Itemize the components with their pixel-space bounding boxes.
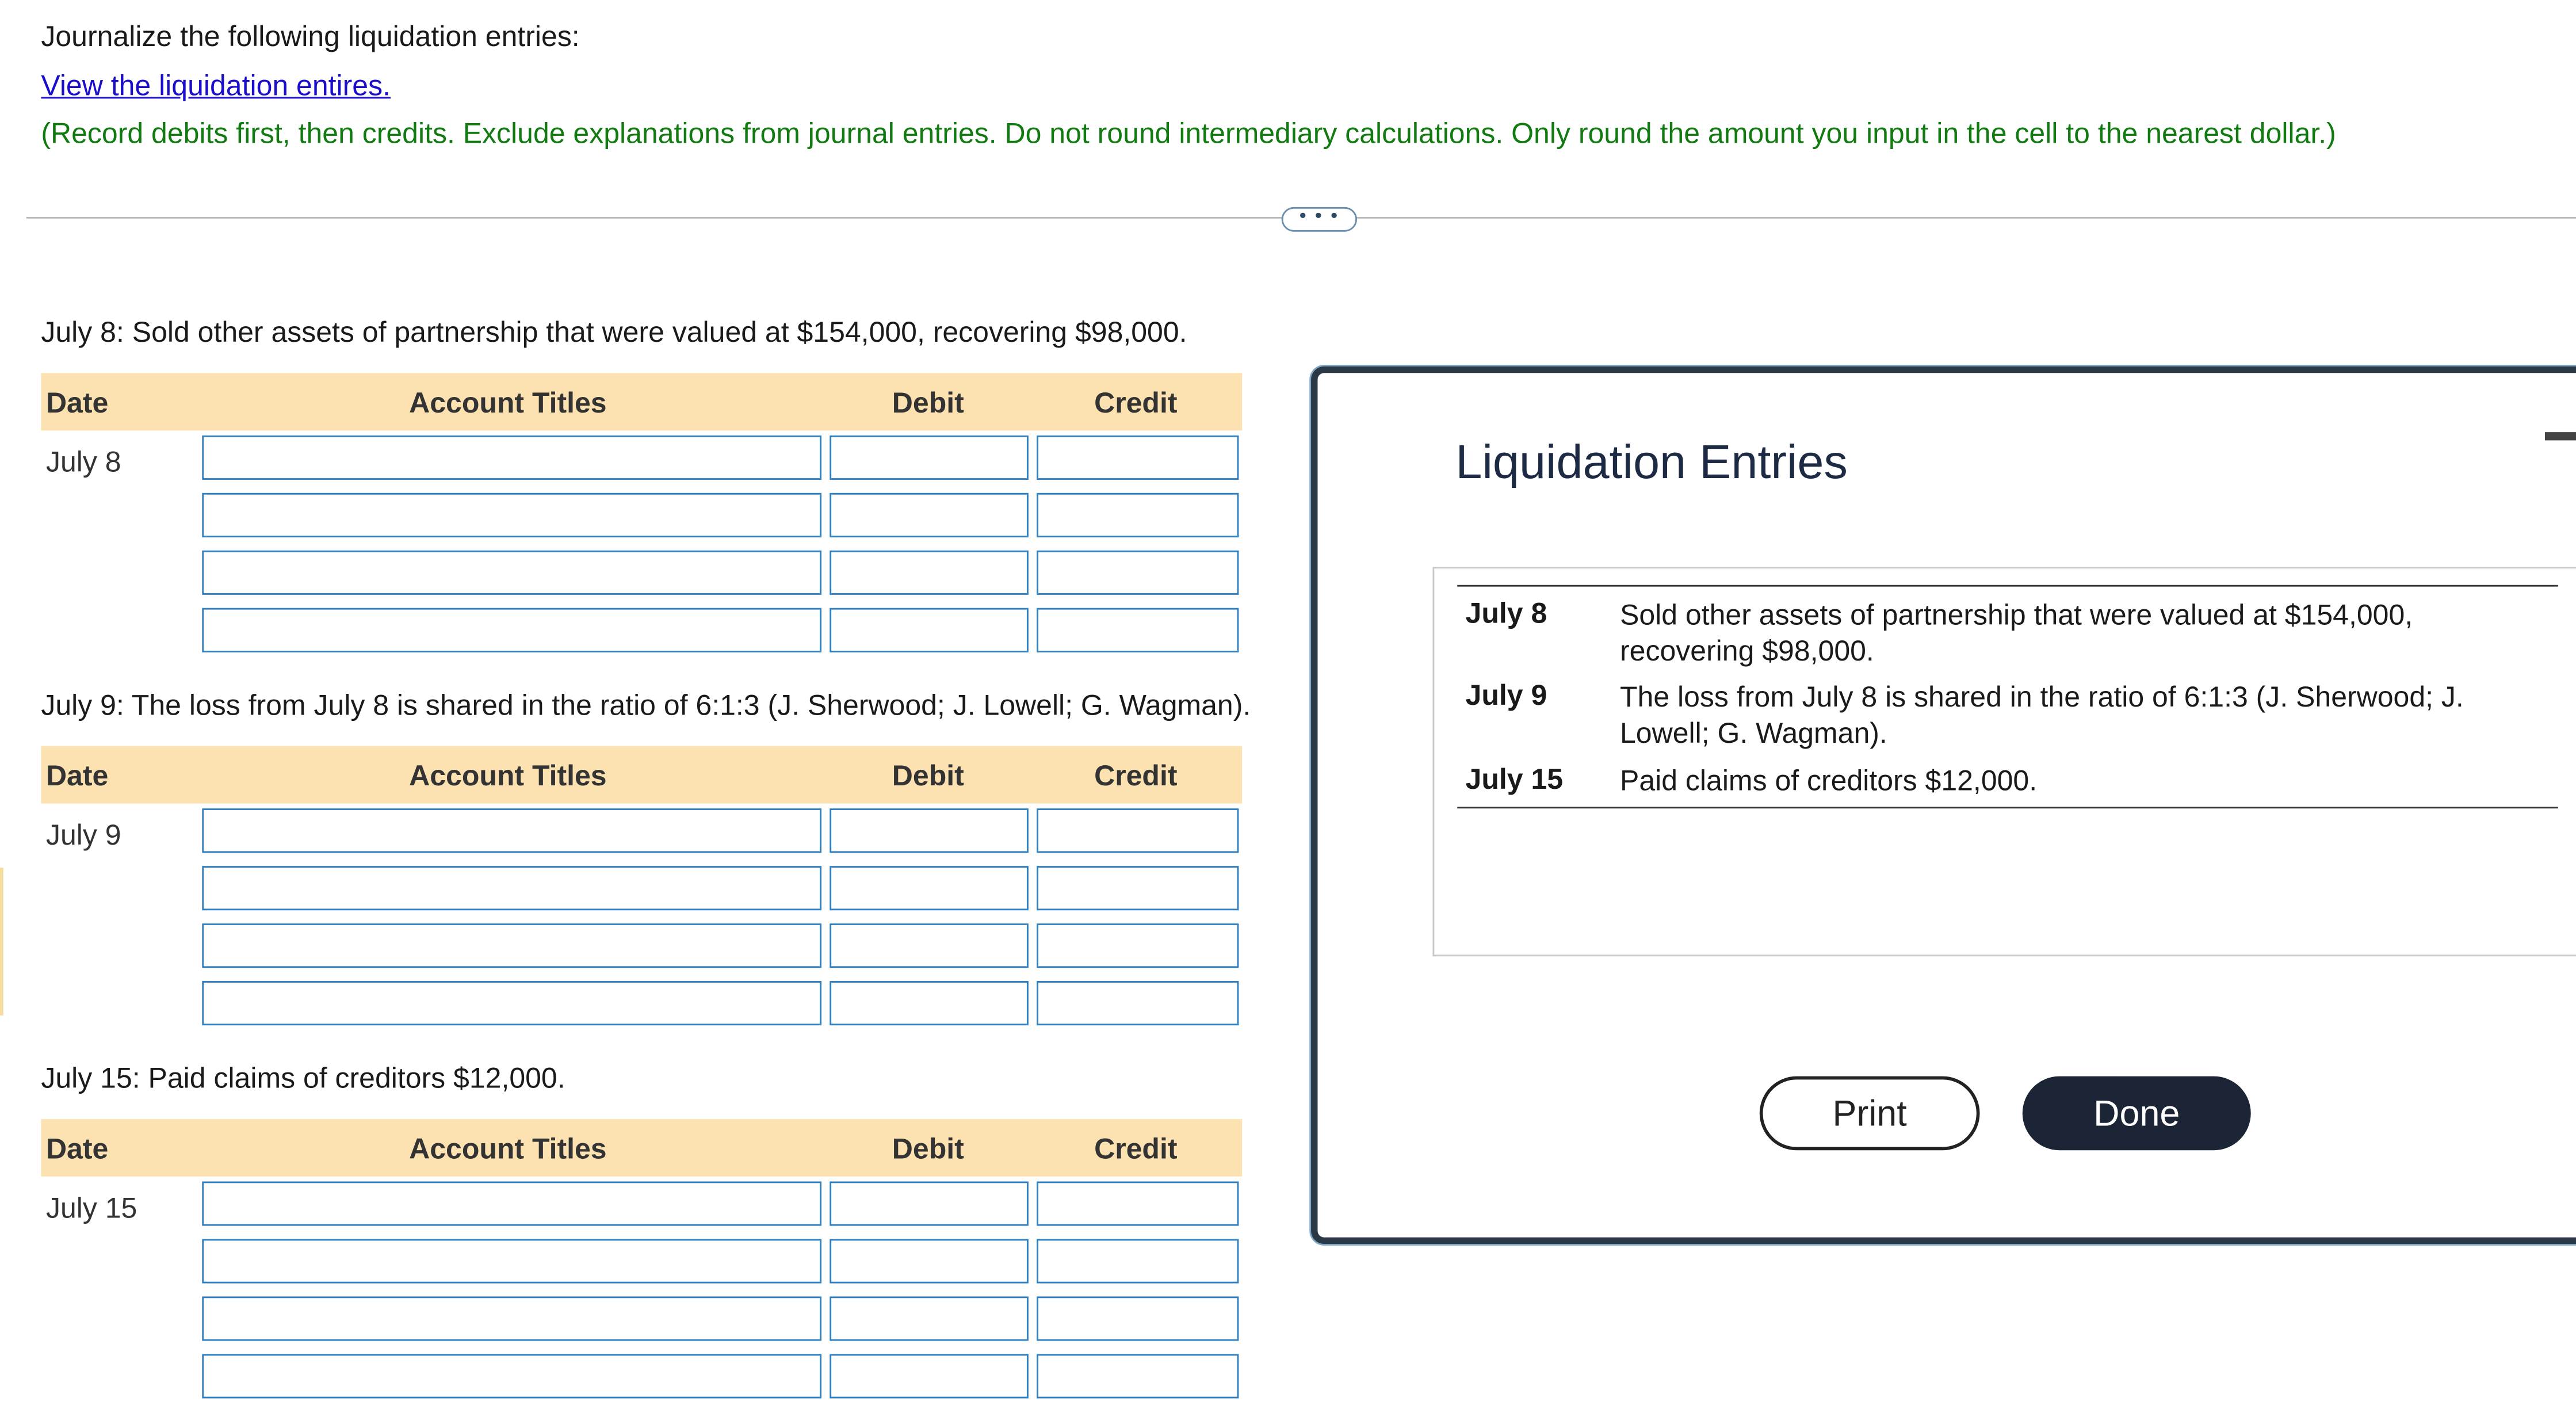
expand-more-button[interactable]: • • • — [1282, 207, 1357, 232]
journal-prompt-july-8: July 8: Sold other assets of partnership that were valued at $154,000, recovering $98,000. — [41, 315, 1187, 349]
account-title-input[interactable] — [202, 923, 821, 968]
account-title-input[interactable] — [202, 436, 821, 480]
date-column-header: Date — [45, 386, 109, 419]
entry-description: Sold other assets of partnership that were valued at $154,000, recovering $98,000. — [1620, 598, 2413, 667]
modal-title: Liquidation Entries — [1455, 437, 1848, 490]
account-title-input[interactable] — [202, 551, 821, 595]
debit-input[interactable] — [830, 1181, 1029, 1226]
credit-input[interactable] — [1037, 923, 1239, 968]
account-titles-column-header: Account Titles — [409, 386, 607, 419]
done-button[interactable]: Done — [2023, 1076, 2251, 1151]
journal-table-header — [41, 373, 1242, 430]
debit-column-header: Debit — [892, 386, 964, 419]
account-title-input[interactable] — [202, 808, 821, 853]
debit-column-header: Debit — [892, 1132, 964, 1165]
debit-input[interactable] — [830, 866, 1029, 910]
credit-column-header: Credit — [1094, 1132, 1178, 1165]
print-button[interactable]: Print — [1760, 1076, 1980, 1151]
debit-input[interactable] — [830, 981, 1029, 1025]
account-title-input[interactable] — [202, 866, 821, 910]
account-title-input[interactable] — [202, 1181, 821, 1226]
left-edge-marker — [0, 868, 3, 1015]
account-title-input[interactable] — [202, 1239, 821, 1283]
entry-date: July 15 — [1465, 762, 1564, 796]
journal-table-header — [41, 746, 1242, 804]
view-entries-link[interactable]: View the liquidation entires. — [41, 68, 391, 102]
entry-description: Paid claims of creditors $12,000. — [1620, 764, 2038, 797]
debit-input[interactable] — [830, 1239, 1029, 1283]
credit-column-header: Credit — [1094, 759, 1178, 792]
debit-input[interactable] — [830, 1354, 1029, 1398]
minimize-icon[interactable] — [2545, 432, 2576, 440]
debit-input[interactable] — [830, 493, 1029, 537]
account-titles-column-header: Account Titles — [409, 1132, 607, 1165]
account-title-input[interactable] — [202, 1296, 821, 1341]
debit-input[interactable] — [830, 1296, 1029, 1341]
debit-column-header: Debit — [892, 759, 964, 792]
debit-input[interactable] — [830, 551, 1029, 595]
credit-input[interactable] — [1037, 808, 1239, 853]
account-title-input[interactable] — [202, 1354, 821, 1398]
instructions-heading: Journalize the following liquidation entries: — [41, 20, 580, 53]
account-title-input[interactable] — [202, 493, 821, 537]
journal-date-july-15: July 15 — [45, 1191, 137, 1224]
credit-input[interactable] — [1037, 1181, 1239, 1226]
account-title-input[interactable] — [202, 608, 821, 652]
credit-column-header: Credit — [1094, 386, 1178, 419]
credit-input[interactable] — [1037, 436, 1239, 480]
debit-input[interactable] — [830, 808, 1029, 853]
credit-input[interactable] — [1037, 866, 1239, 910]
debit-input[interactable] — [830, 608, 1029, 652]
credit-input[interactable] — [1037, 1296, 1239, 1341]
account-title-input[interactable] — [202, 981, 821, 1025]
credit-input[interactable] — [1037, 981, 1239, 1025]
account-titles-column-header: Account Titles — [409, 759, 607, 792]
debit-input[interactable] — [830, 436, 1029, 480]
debit-input[interactable] — [830, 923, 1029, 968]
credit-input[interactable] — [1037, 1239, 1239, 1283]
journal-date-july-9: July 9 — [45, 818, 121, 852]
entry-date: July 9 — [1465, 678, 1547, 712]
instructions-note: (Record debits first, then credits. Exclude explanations from journal entries. Do not round intermediary calculations. Only round the amount you input in the cell to the nearest dollar.) — [41, 116, 2336, 150]
credit-input[interactable] — [1037, 1354, 1239, 1398]
table-bottom-rule — [1457, 807, 2558, 808]
credit-input[interactable] — [1037, 493, 1239, 537]
date-column-header: Date — [45, 1132, 109, 1165]
date-column-header: Date — [45, 759, 109, 792]
journal-prompt-july-15: July 15: Paid claims of creditors $12,000. — [41, 1061, 565, 1095]
journal-table-header — [41, 1119, 1242, 1177]
entry-description: The loss from July 8 is shared in the ratio of 6:1:3 (J. Sherwood; J. Lowell; G. Wagman). — [1620, 680, 2464, 750]
credit-input[interactable] — [1037, 608, 1239, 652]
credit-input[interactable] — [1037, 551, 1239, 595]
table-top-rule — [1457, 585, 2558, 587]
journal-prompt-july-9: July 9: The loss from July 8 is shared in the ratio of 6:1:3 (J. Sherwood; J. Lowell; G. Wagman). — [41, 688, 1251, 721]
journal-date-july-8: July 8 — [45, 445, 121, 479]
entry-date: July 8 — [1465, 596, 1547, 629]
